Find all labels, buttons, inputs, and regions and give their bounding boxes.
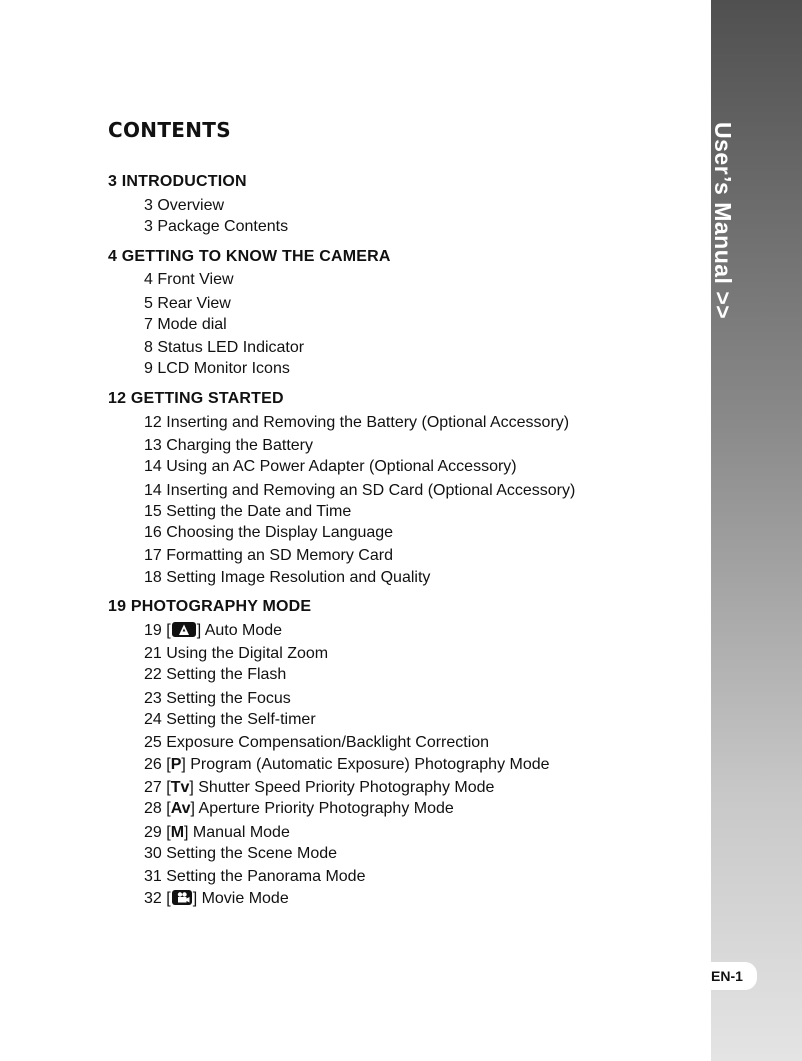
toc-entry-mode-dial[interactable]: 7 Mode dial xyxy=(144,316,227,333)
toc-entry-focus[interactable]: 23 Setting the Focus xyxy=(144,690,291,707)
toc-entry-sd-card[interactable]: 14 Inserting and Removing an SD Card (Optional Accessory) xyxy=(144,482,576,499)
toc-entry-formatting[interactable]: 17 Formatting an SD Memory Card xyxy=(144,547,393,564)
page-title: CONTENTS xyxy=(108,118,231,142)
entry-suffix: ] Manual Mode xyxy=(184,824,290,841)
entry-prefix: 19 [ xyxy=(144,622,171,639)
toc-entry-flash[interactable]: 22 Setting the Flash xyxy=(144,666,287,683)
toc-entry-manual-mode[interactable] xyxy=(144,824,290,842)
toc-section-getting-started[interactable]: 12 GETTING STARTED xyxy=(108,390,284,407)
mode-letter: M xyxy=(170,824,185,841)
page-number: EN-1 xyxy=(704,962,757,990)
entry-prefix: 26 [ xyxy=(144,756,171,773)
entry-suffix: ] Shutter Speed Priority Photography Mode xyxy=(189,779,495,796)
toc-section-photography[interactable]: 19 PHOTOGRAPHY MODE xyxy=(108,598,312,615)
toc-section-introduction[interactable]: 3 INTRODUCTION xyxy=(108,173,247,190)
entry-suffix: ] Movie Mode xyxy=(192,890,289,907)
toc-entry-lcd-icons[interactable]: 9 LCD Monitor Icons xyxy=(144,360,290,377)
mode-letter: Tv xyxy=(170,779,190,796)
auto-mode-icon xyxy=(172,622,196,637)
toc-entry-date-time[interactable]: 15 Setting the Date and Time xyxy=(144,503,352,520)
toc-entry-movie-mode[interactable] xyxy=(144,890,289,908)
toc-entry-aperture-priority[interactable] xyxy=(144,800,454,818)
toc-section-getting-to-know[interactable]: 4 GETTING TO KNOW THE CAMERA xyxy=(108,248,391,265)
toc-entry-ac-adapter[interactable]: 14 Using an AC Power Adapter (Optional Accessory) xyxy=(144,458,517,475)
toc-entry-panorama-mode[interactable]: 31 Setting the Panorama Mode xyxy=(144,868,366,885)
toc-entry-overview[interactable]: 3 Overview xyxy=(144,197,225,214)
toc-entry-shutter-priority[interactable] xyxy=(144,779,494,797)
mode-letter: Av xyxy=(170,800,191,817)
toc-entry-exposure[interactable]: 25 Exposure Compensation/Backlight Correction xyxy=(144,734,490,751)
entry-suffix: ] Aperture Priority Photography Mode xyxy=(190,800,454,817)
toc-entry-digital-zoom[interactable]: 21 Using the Digital Zoom xyxy=(144,645,329,662)
entry-suffix: ] Program (Automatic Exposure) Photography Mode xyxy=(181,756,550,773)
toc-entry-resolution[interactable]: 18 Setting Image Resolution and Quality xyxy=(144,569,431,586)
toc-entry-rear-view[interactable]: 5 Rear View xyxy=(144,295,231,312)
toc-entry-battery[interactable]: 12 Inserting and Removing the Battery (Optional Accessory) xyxy=(144,414,570,431)
entry-suffix: ] Auto Mode xyxy=(196,622,283,639)
entry-prefix: 32 [ xyxy=(144,890,171,907)
mode-letter: P xyxy=(170,756,182,773)
toc-entry-language[interactable]: 16 Choosing the Display Language xyxy=(144,524,394,541)
toc-entry-scene-mode[interactable]: 30 Setting the Scene Mode xyxy=(144,845,338,862)
entry-prefix: 29 [ xyxy=(144,824,171,841)
toc-entry-auto-mode[interactable] xyxy=(144,622,282,640)
side-tab-title: User’s Manual >> xyxy=(710,122,736,320)
toc-entry-status-led[interactable]: 8 Status LED Indicator xyxy=(144,339,305,356)
toc-entry-package-contents[interactable]: 3 Package Contents xyxy=(144,218,289,235)
toc-entry-charging[interactable]: 13 Charging the Battery xyxy=(144,437,313,454)
entry-prefix: 28 [ xyxy=(144,800,171,817)
toc-entry-self-timer[interactable]: 24 Setting the Self-timer xyxy=(144,711,316,728)
entry-prefix: 27 [ xyxy=(144,779,171,796)
toc-entry-program-mode[interactable] xyxy=(144,756,550,774)
movie-camera-icon xyxy=(172,890,192,905)
toc-entry-front-view[interactable]: 4 Front View xyxy=(144,271,234,288)
